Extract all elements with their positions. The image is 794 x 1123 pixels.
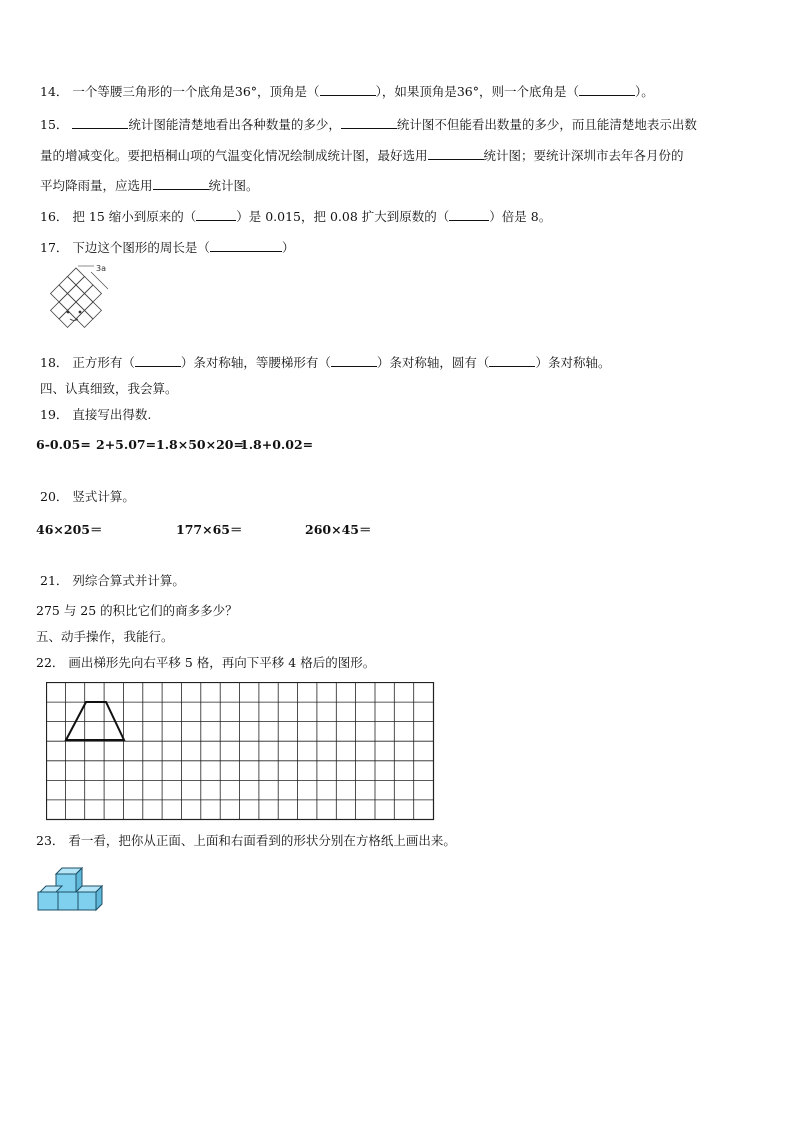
q16-text-1: 把 15 缩小到原来的（ [72, 209, 197, 224]
q21-text: 列综合算式并计算。 [72, 573, 185, 588]
cube-stack-figure [36, 866, 108, 912]
section-5-heading: 五、动手操作，我能行。 [36, 629, 174, 644]
q21-number: 21． [40, 573, 69, 588]
q15-text-3b: 统计图。 [208, 178, 259, 193]
translation-grid[interactable] [46, 682, 436, 822]
figure-cell [59, 276, 76, 293]
q17-text: 下边这个图形的周长是（ [72, 240, 210, 255]
question-18 [40, 353, 610, 372]
figure-label: 3a [96, 264, 106, 273]
q17-square-figure [36, 260, 116, 342]
q19-item-3: 1.8×50×20= [156, 437, 244, 452]
q19-item-4: 1.8+0.02= [240, 437, 314, 452]
q19-text: 直接写出得数. [72, 407, 152, 422]
q16-text-2: ）是 0.015，把 0.08 扩大到原数的（ [236, 209, 450, 224]
q20-item-3: 260×45＝ [305, 522, 372, 537]
q15-blank-2[interactable] [341, 115, 397, 129]
q16-number: 16． [40, 209, 69, 224]
q18-blank-2[interactable] [331, 353, 377, 367]
grid-border [47, 683, 434, 820]
figure-cell [84, 285, 101, 302]
figure-cell [68, 302, 85, 319]
question-14 [40, 82, 654, 101]
dimension-line [91, 272, 108, 289]
q20-item-1: 46×205＝ [36, 522, 103, 537]
q16-blank-2[interactable] [449, 207, 489, 221]
q14-number: 14． [40, 84, 69, 99]
q18-number: 18． [40, 355, 69, 370]
q14-text-1: 一个等腰三角形的一个底角是36°，顶角是（ [72, 84, 320, 99]
q15-text-1a: 统计图能清楚地看出各种数量的多少， [128, 117, 341, 132]
figure-cell [84, 302, 101, 319]
q14-blank-1[interactable] [320, 82, 376, 96]
cube-front-face [58, 892, 78, 910]
question-17 [40, 238, 294, 257]
question-15-line-1 [40, 115, 697, 134]
question-19 [40, 406, 151, 424]
q22-text: 画出梯形先向右平移 5 格，再向下平移 4 格后的图形。 [68, 655, 376, 670]
q15-blank-3[interactable] [428, 146, 484, 160]
question-15-line-2 [40, 146, 684, 165]
question-21 [40, 572, 185, 590]
figure-cell [76, 310, 93, 327]
figure-cell [51, 302, 68, 319]
q15-text-2a: 量的增减变化。要把梧桐山项的气温变化情况绘制成统计图，最好选用 [40, 148, 428, 163]
q19-item-2: 2+5.07= [96, 437, 157, 452]
figure-cell [76, 276, 93, 293]
q17-number: 17． [40, 240, 69, 255]
q17-close: ） [281, 240, 295, 255]
figure-cell [76, 293, 93, 310]
q15-text-2b: 统计图；要统计深圳市去年各月份的 [483, 148, 684, 163]
cube-front-face [78, 892, 96, 910]
q21-question: 275 与 25 的积比它们的商多多少？ [36, 603, 238, 618]
question-15-line-3 [40, 176, 259, 195]
q18-text-2: ）条对称轴，等腰梯形有（ [180, 355, 331, 370]
q18-text-3: ）条对称轴，圆有（ [376, 355, 490, 370]
q14-text-2: ），如果顶角是36°，则一个底角是（ [375, 84, 579, 99]
figure-cell [59, 293, 76, 310]
question-22 [36, 654, 375, 672]
q16-text-3: ）倍是 8。 [489, 209, 552, 224]
question-20 [40, 488, 135, 506]
q22-number: 22． [36, 655, 65, 670]
q18-blank-1[interactable] [135, 353, 181, 367]
q15-text-3a: 平均降雨量，应选用 [40, 178, 153, 193]
figure-cell [68, 285, 85, 302]
q14-blank-2[interactable] [579, 82, 635, 96]
question-23 [36, 832, 456, 850]
cube-front-face [38, 892, 58, 910]
section-4-heading: 四、认真细致，我会算。 [40, 381, 178, 396]
q20-item-2: 177×65＝ [176, 522, 243, 537]
q20-text: 竖式计算。 [72, 489, 135, 504]
q18-text-4: ）条对称轴。 [535, 355, 611, 370]
q15-number: 15． [40, 117, 69, 132]
q18-blank-3[interactable] [489, 353, 535, 367]
q16-blank-1[interactable] [196, 207, 236, 221]
q23-text: 看一看，把你从正面、上面和右面看到的形状分别在方格纸上画出来。 [68, 833, 456, 848]
q18-text-1: 正方形有（ [72, 355, 135, 370]
figure-cell [68, 268, 85, 285]
q15-blank-4[interactable] [153, 176, 209, 190]
q19-number: 19． [40, 407, 69, 422]
question-16 [40, 207, 551, 226]
q15-text-1b: 统计图不但能看出数量的多少，而且能清楚地表示出数 [396, 117, 697, 132]
figure-cell [51, 285, 68, 302]
q15-blank-1[interactable] [72, 115, 128, 129]
q17-blank[interactable] [210, 238, 282, 252]
q14-text-3: ）。 [634, 84, 654, 99]
q20-number: 20． [40, 489, 69, 504]
q23-number: 23． [36, 833, 65, 848]
q19-item-1: 6-0.05= [36, 437, 91, 452]
trapezoid-shape [66, 702, 124, 740]
